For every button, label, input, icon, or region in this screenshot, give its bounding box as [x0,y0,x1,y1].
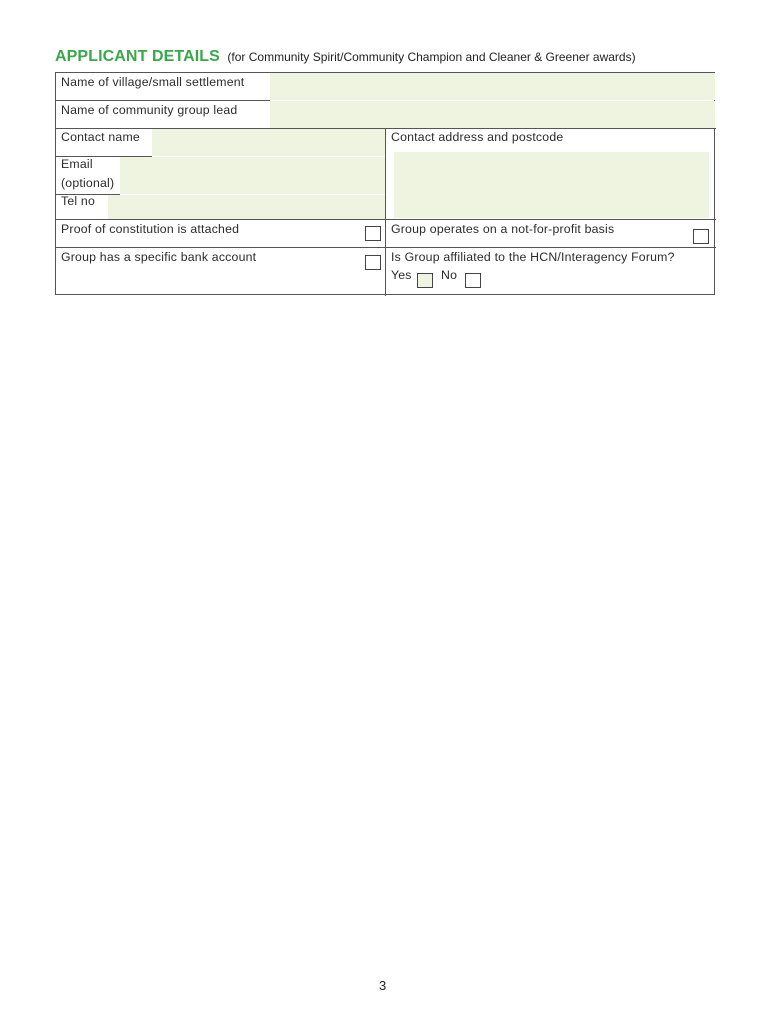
section-subtitle: (for Community Spirit/Community Champion and Cleaner & Greener awards) [227,50,636,64]
not-for-profit-checkbox[interactable] [693,229,709,244]
constitution-label: Proof of constitution is attached [61,222,240,236]
applicant-details-form [55,72,715,295]
affiliated-label: Is Group affiliated to the HCN/Interagency Forum? [391,250,675,264]
affiliated-no-label: No [441,268,458,282]
contact-address-label: Contact address and postcode [391,130,564,144]
email-optional-label: (optional) [61,176,115,190]
constitution-checkbox[interactable] [365,226,381,241]
affiliated-yes-label: Yes [391,268,412,282]
section-title: APPLICANT DETAILS [55,48,220,65]
tel-label: Tel no [61,194,96,208]
email-input[interactable] [120,157,385,194]
not-for-profit-label: Group operates on a not-for-profit basis [391,222,615,236]
contact-address-input[interactable] [394,152,709,218]
affiliated-yes-checkbox[interactable] [417,273,433,288]
group-lead-input[interactable] [270,101,715,128]
email-label: Email [61,157,93,171]
bank-account-label: Group has a specific bank account [61,250,257,264]
affiliated-no-checkbox[interactable] [465,273,481,288]
group-lead-label: Name of community group lead [61,103,238,117]
village-label: Name of village/small settlement [61,75,245,89]
bank-account-checkbox[interactable] [365,255,381,270]
contact-name-input[interactable] [152,129,385,156]
row-divider [56,219,716,220]
row-divider [56,100,270,101]
row-divider [56,247,716,248]
column-divider [385,128,386,296]
page-number: 3 [379,978,387,993]
section-heading [55,48,636,66]
contact-name-label: Contact name [61,130,140,144]
tel-input[interactable] [108,195,385,219]
village-input[interactable] [270,73,715,100]
